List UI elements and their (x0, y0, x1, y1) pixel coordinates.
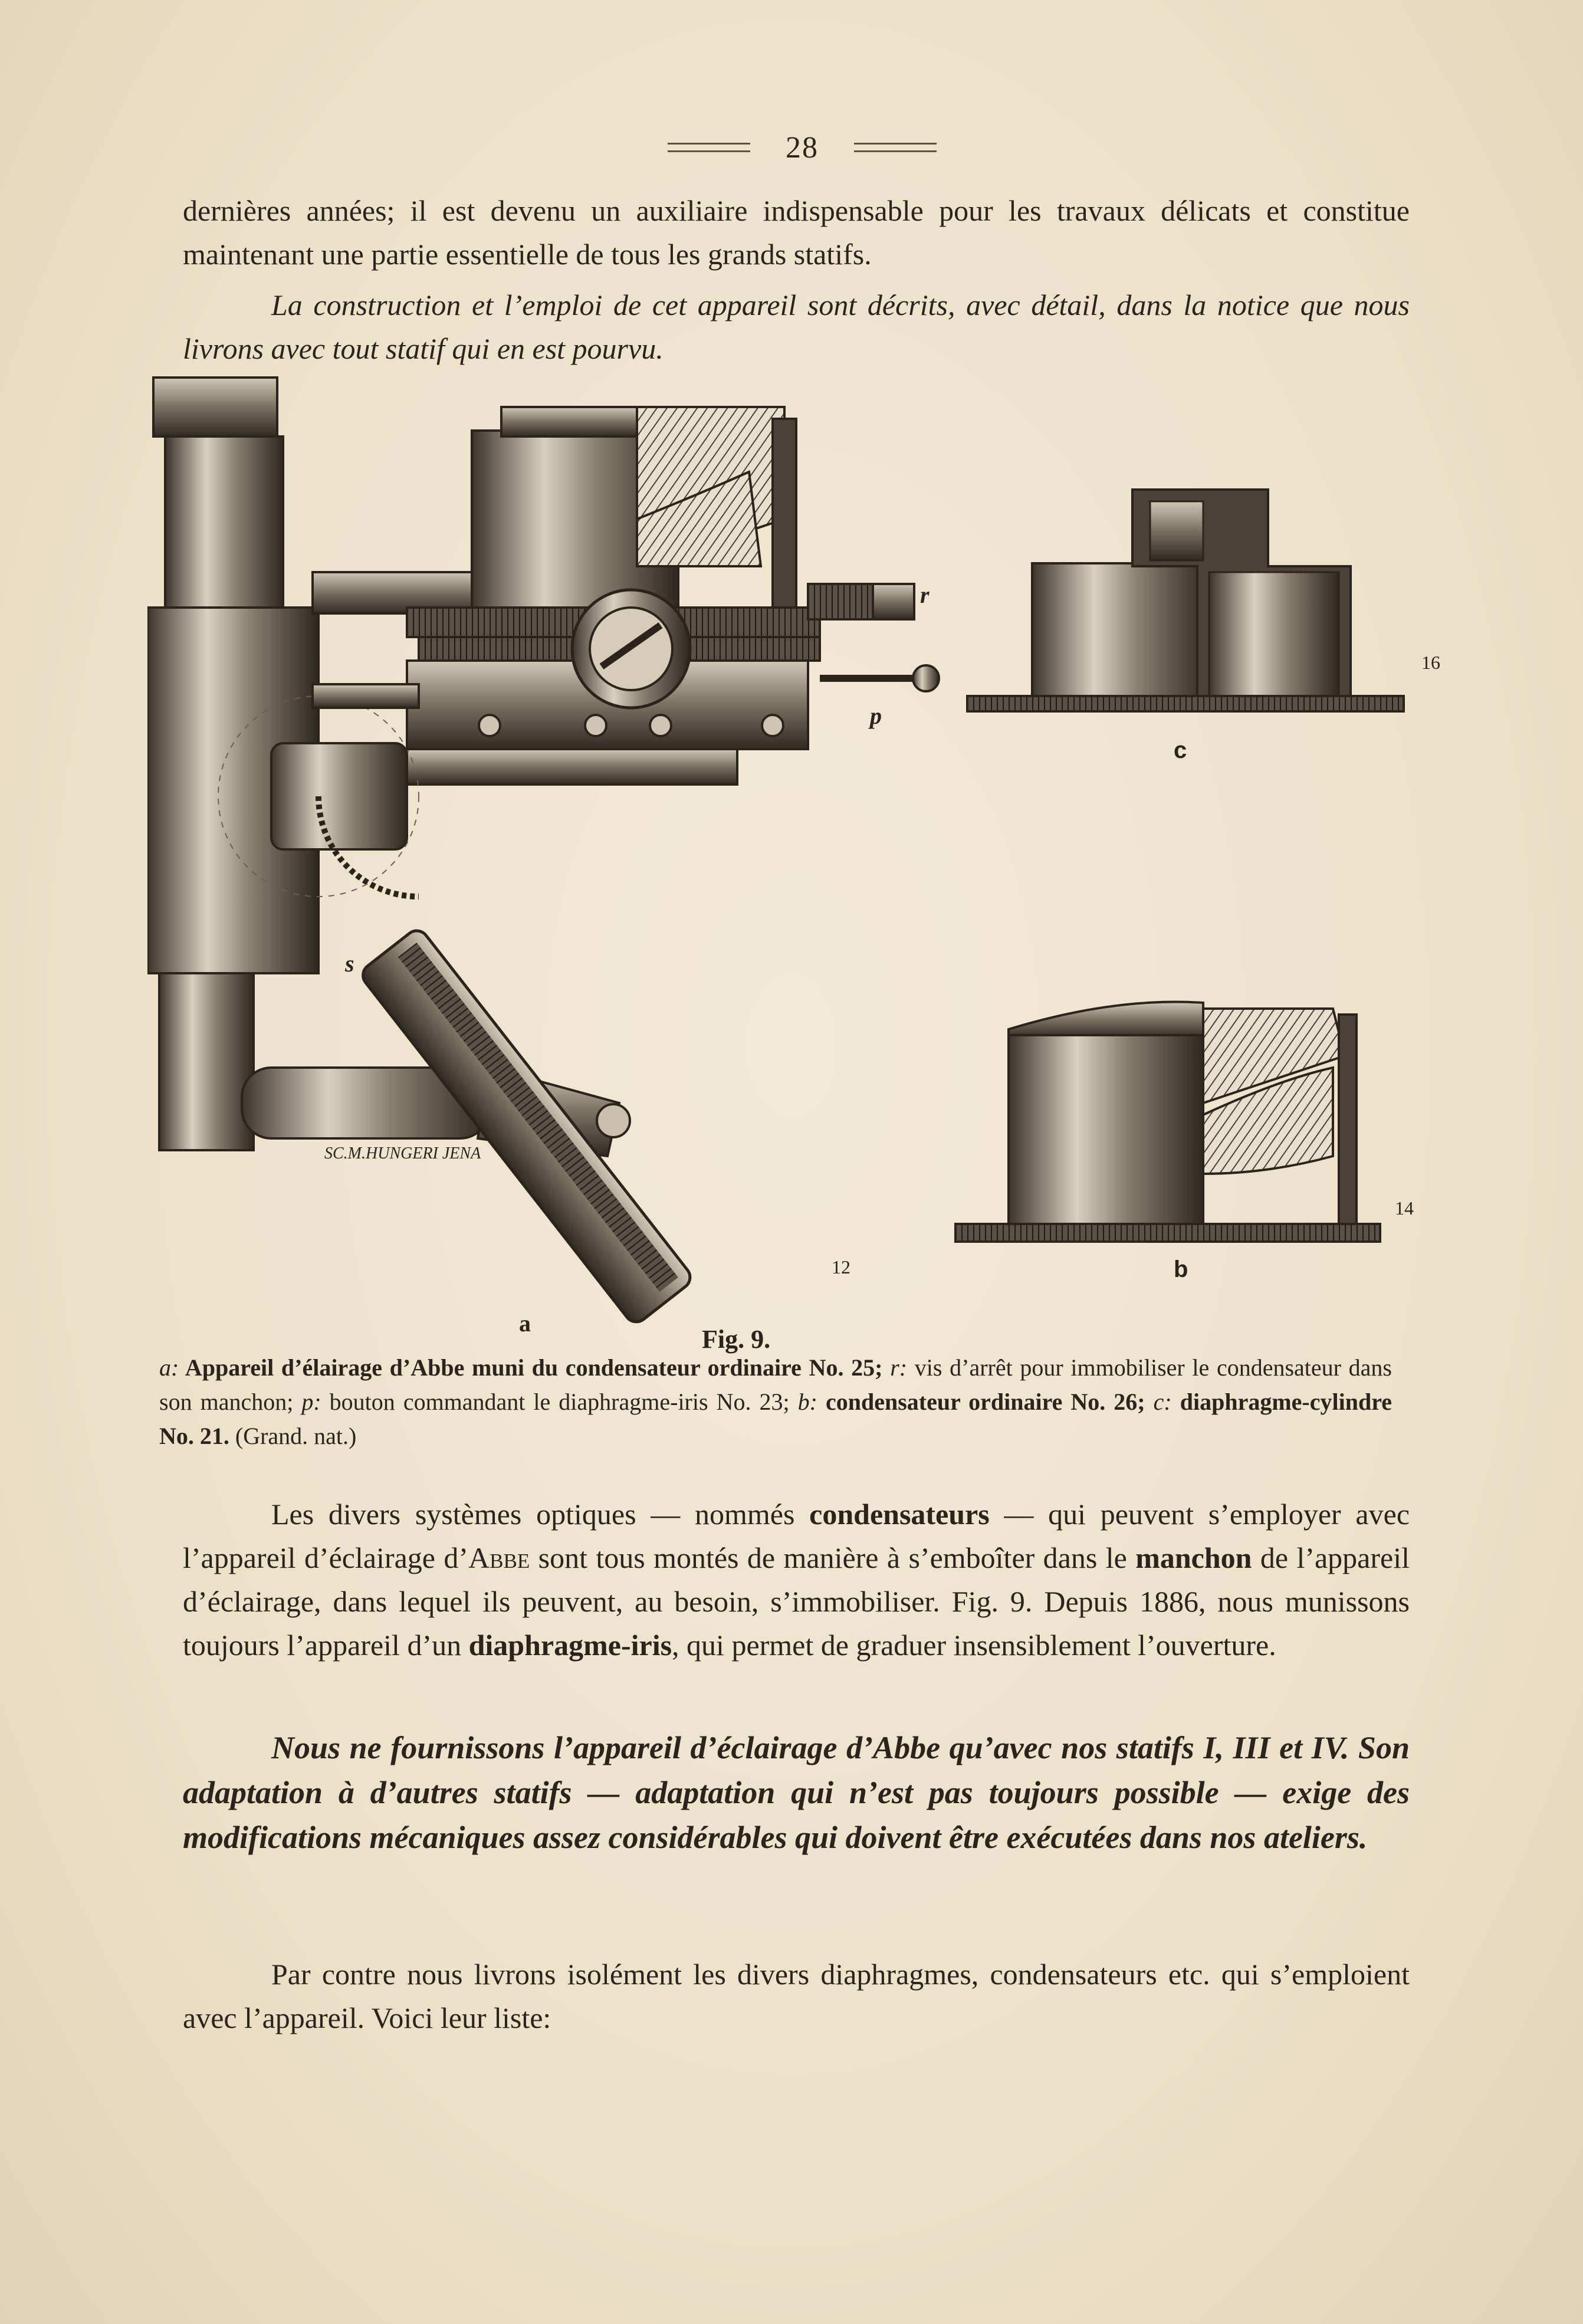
caption-text-b: condensateur ordinaire No. 26; (817, 1389, 1145, 1415)
apparatus-b (955, 1002, 1380, 1242)
p3-part-i: , qui permet de graduer insensiblement l’ouverture. (672, 1629, 1276, 1662)
label-s: s (345, 950, 354, 977)
caption-text-r: vis d’arrêt pour immobiliser le condensateur dans son manchon; (159, 1354, 1392, 1415)
caption-key-a: a: (159, 1354, 179, 1381)
figure-number-16: 16 (1421, 652, 1440, 673)
figure-number-14: 14 (1395, 1197, 1414, 1219)
header-rule-right (854, 143, 937, 152)
paragraph-5: Par contre nous livrons isolément les divers diaphragmes, condensateurs etc. qui s’emploient avec l’appareil. Voici leur liste: (183, 1958, 1410, 2034)
figure-number-12: 12 (832, 1256, 850, 1278)
p3-part-g: de l’appareil d’éclairage, dans lequel ils peuvent, au besoin, s’immobiliser. Fig. 9. Depuis 1886, nous munissons toujours l’appareil d’un (183, 1541, 1410, 1662)
p3-manchon: manchon (1135, 1541, 1252, 1574)
label-r: r (920, 582, 930, 608)
label-a: a (519, 1310, 531, 1337)
caption-text-c: diaphragme-cylindre No. 21. (159, 1389, 1392, 1449)
paragraph-2: La construction et l’emploi de cet appareil sont décrits, avec détail, dans la notice que nous livrons avec tout statif qui en est pourvu. (183, 288, 1410, 365)
header-rule-left (668, 143, 750, 152)
figure-title: Fig. 9. (702, 1325, 771, 1354)
caption-text-p: bouton commandant le diaphragme-iris No. 23; (321, 1389, 790, 1415)
apparatus-c (967, 490, 1404, 711)
paragraph-1: dernières années; il est devenu un auxiliaire indispensable pour les travaux délicats et constitue maintenant une partie essentielle de tous les grands statifs. (183, 194, 1410, 271)
page-number: 28 (786, 130, 819, 165)
label-c: c (1174, 737, 1187, 763)
caption-key-r: r: (882, 1354, 908, 1381)
caption-key-c: c: (1145, 1389, 1172, 1415)
page-header (649, 127, 955, 168)
figure-9 (147, 372, 1440, 1337)
figure-illustration (147, 372, 1433, 1327)
p3-part-e: sont tous montés de manière à s’emboîter dans le (530, 1541, 1136, 1574)
p3-condensateurs: condensateurs (809, 1498, 990, 1531)
paragraph-3 (183, 1492, 1410, 1667)
p3-diaphragme-iris: diaphragme-iris (468, 1629, 672, 1662)
p3-abbe: Abbe (468, 1541, 530, 1574)
caption-text-a: Appareil d’élairage d’Abbe muni du condensateur ordinaire No. 25; (179, 1354, 883, 1381)
engraver-mark: SC.M.HUNGERI JENA (324, 1144, 481, 1163)
caption-key-p: p: (293, 1389, 321, 1415)
label-p: p (870, 703, 882, 729)
paragraph-4: Nous ne fournissons l’appareil d’éclairage d’Abbe qu’avec nos statifs I, III et IV. Son adaptation à d’autres statifs — adaptation qui n’est pas toujours possible — exige des modifications mécaniques assez considérables qui doivent être exécutées dans nos ateliers. (183, 1730, 1410, 1855)
apparatus-a (147, 378, 939, 1327)
caption-scale: (Grand. nat.) (229, 1423, 357, 1449)
caption-key-b: b: (789, 1389, 817, 1415)
figure-caption (159, 1351, 1392, 1453)
label-b: b (1174, 1256, 1188, 1282)
p3-part-c: — qui peuvent s’employer avec l’appareil d’éclairage d’ (183, 1498, 1410, 1574)
p3-part-a: Les divers systèmes optiques — nommés (271, 1498, 810, 1531)
